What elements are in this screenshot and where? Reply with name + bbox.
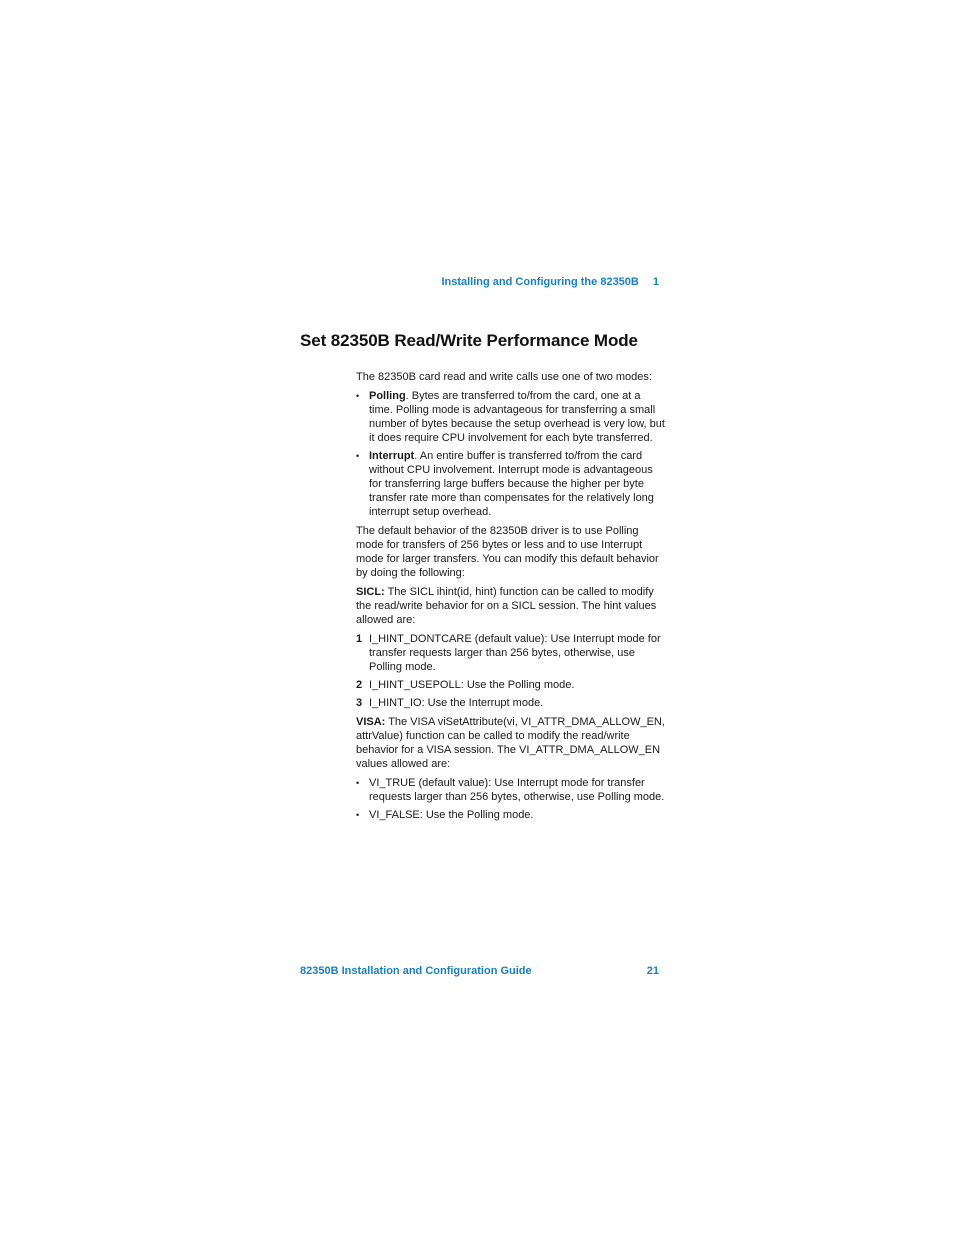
- list-number: 3: [356, 697, 363, 709]
- list-number: 1: [356, 633, 363, 645]
- mode-text: . Bytes are transferred to/from the card, one at a time. Polling mode is advantageous for transferring a small number of bytes because the setup overhead is very low, but it does require CPU involvement for each byte transferred.: [369, 390, 665, 444]
- page-footer: [300, 965, 659, 977]
- section-title: Set 82350B Read/Write Performance Mode: [300, 331, 638, 350]
- bullet-marker: •: [356, 778, 360, 788]
- visa-values-list: [356, 776, 666, 822]
- list-item: [356, 678, 666, 692]
- list-item: [356, 696, 666, 710]
- sicl-paragraph: [356, 585, 666, 627]
- list-item: [356, 389, 666, 445]
- running-header: [441, 276, 659, 288]
- page-number: 21: [646, 965, 659, 977]
- mode-term: Polling: [369, 390, 406, 402]
- sicl-hints-list: [356, 632, 666, 710]
- default-behavior-paragraph: The default behavior of the 82350B driver is to use Polling mode for transfers of 256 bytes or less and to use Interrupt mode for larger transfers. You can modify this default behavior by doing the following:: [356, 525, 659, 579]
- list-item: [356, 632, 666, 674]
- list-item: [356, 449, 666, 519]
- visa-value-text: VI_FALSE: Use the Polling mode.: [369, 809, 534, 821]
- mode-text: . An entire buffer is transferred to/from the card without CPU involvement. Interrupt mode is advantageous for transferring large buffers because the higher per byte transfer rate more than compensates for the relatively long interrupt setup overhead.: [369, 450, 654, 518]
- visa-text: The VISA viSetAttribute(vi, VI_ATTR_DMA_ALLOW_EN, attrValue) function can be called to modify the read/write behavior for a VISA session. The VI_ATTR_DMA_ALLOW_EN values allowed are:: [356, 716, 665, 770]
- chapter-number: 1: [652, 276, 659, 288]
- list-item: [356, 808, 666, 822]
- list-item: [356, 776, 666, 804]
- mode-term: Interrupt: [369, 450, 415, 462]
- body-content: [356, 370, 666, 827]
- sicl-label: SICL:: [356, 586, 385, 598]
- visa-paragraph: [356, 715, 666, 771]
- hint-text: I_HINT_USEPOLL: Use the Polling mode.: [369, 679, 575, 691]
- hint-text: I_HINT_DONTCARE (default value): Use Interrupt mode for transfer requests larger than 256 bytes, otherwise, use Polling mode.: [369, 633, 661, 673]
- visa-label: VISA:: [356, 716, 386, 728]
- intro-paragraph: The 82350B card read and write calls use one of two modes:: [356, 371, 652, 383]
- bullet-marker: •: [356, 391, 360, 401]
- chapter-title: Installing and Configuring the 82350B: [441, 276, 639, 288]
- hint-text: I_HINT_IO: Use the Interrupt mode.: [369, 697, 544, 709]
- bullet-marker: •: [356, 451, 360, 461]
- guide-title: 82350B Installation and Configuration Guide: [300, 965, 532, 977]
- bullet-marker: •: [356, 810, 360, 820]
- modes-list: [356, 389, 666, 519]
- visa-value-text: VI_TRUE (default value): Use Interrupt mode for transfer requests larger than 256 bytes, otherwise, use Polling mode.: [369, 777, 665, 803]
- list-number: 2: [356, 679, 363, 691]
- sicl-text: The SICL ihint(id, hint) function can be called to modify the read/write behavior for on a SICL session. The hint values allowed are:: [356, 586, 657, 626]
